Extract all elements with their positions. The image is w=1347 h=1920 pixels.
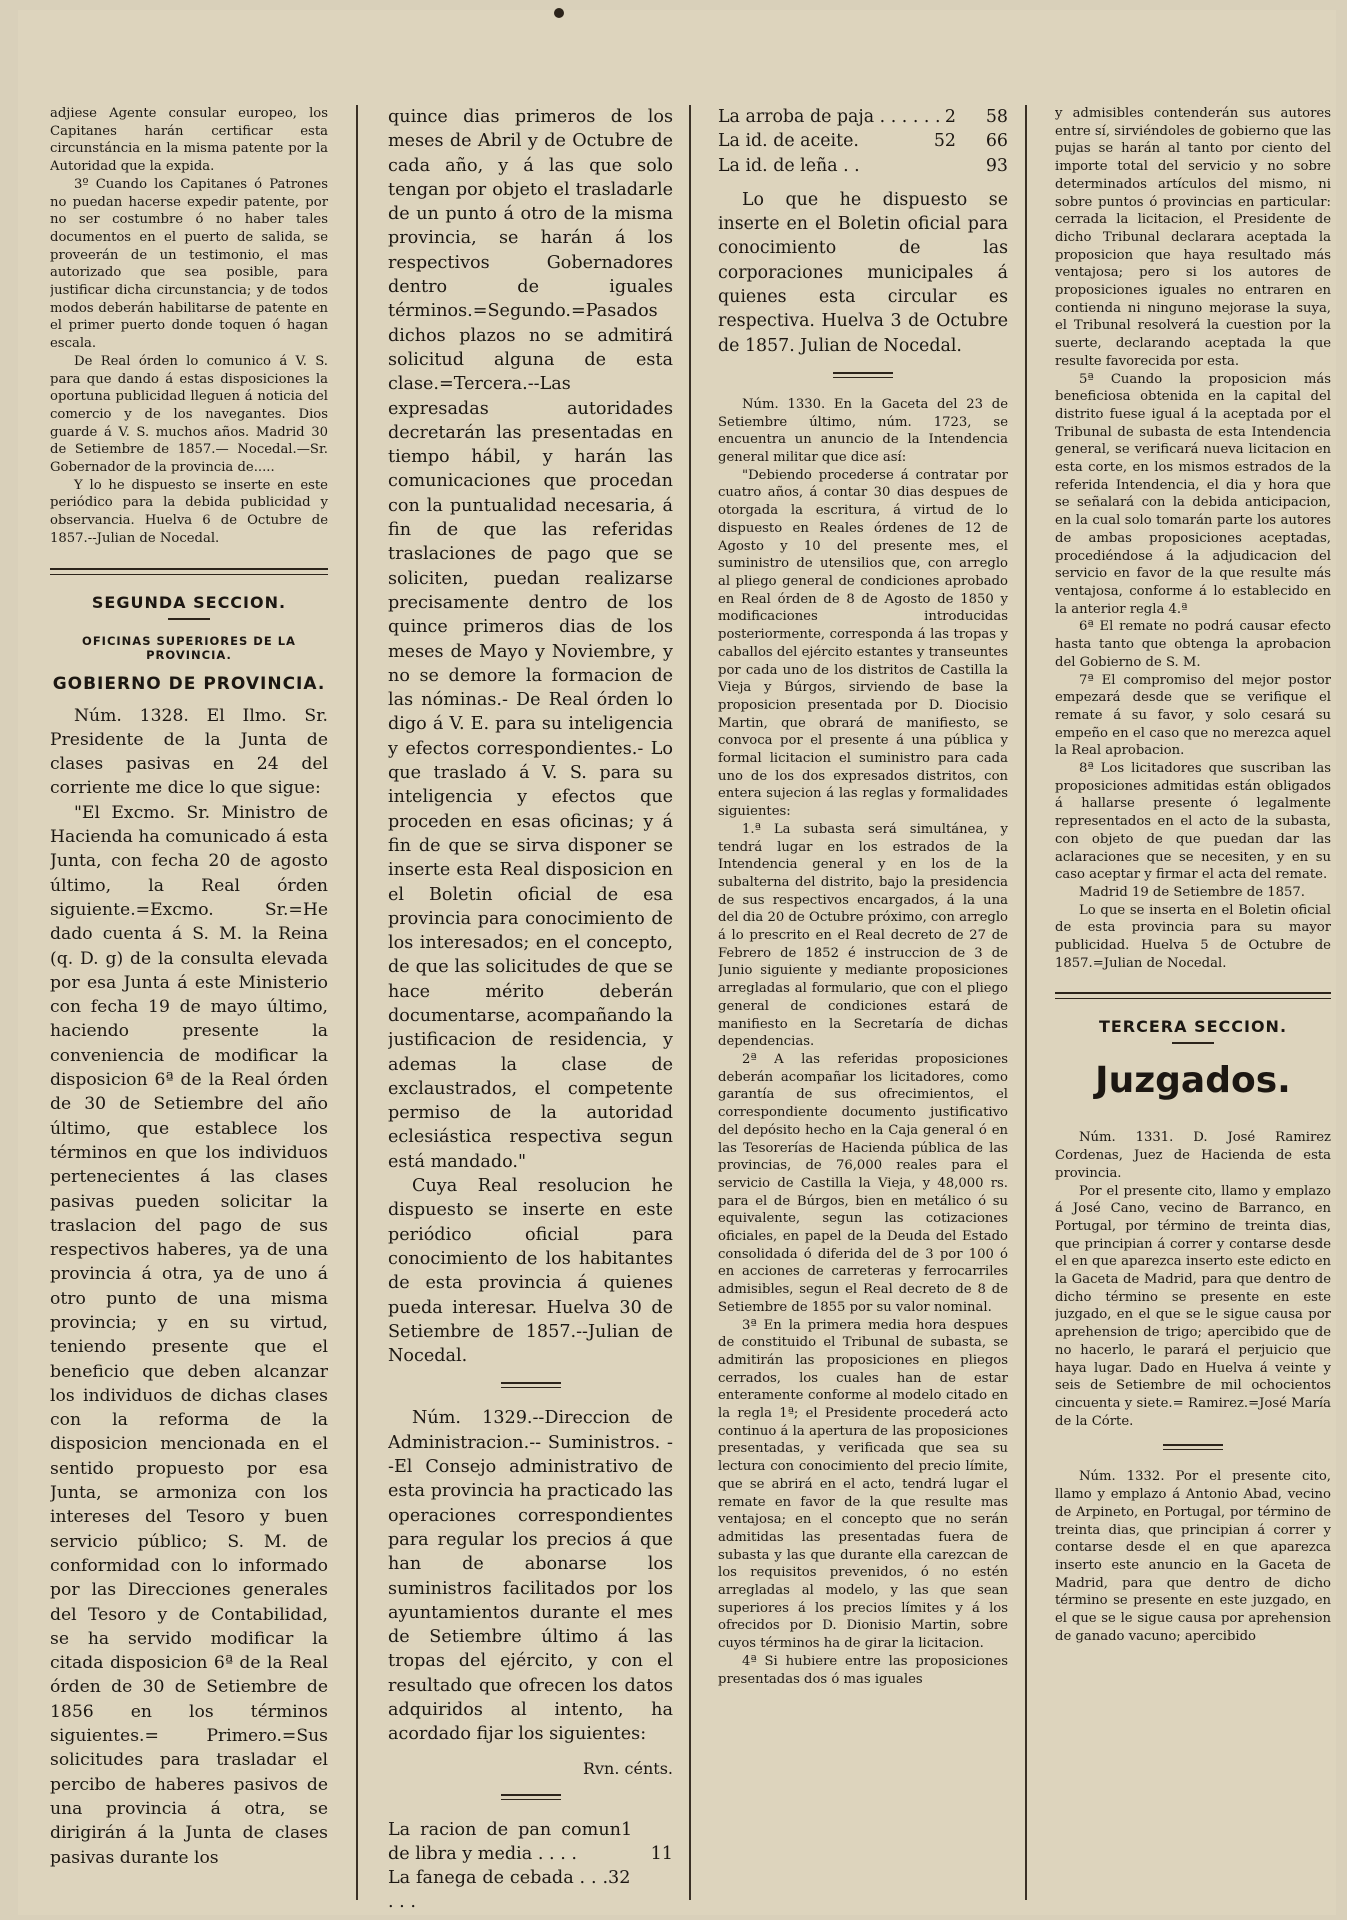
price-row: [388, 1818, 673, 1867]
paragraph: adjiese Agente consular europeo, los Capitanes harán certificar esta circunstáncia en la misma patente por la Autoridad que la expida.: [50, 106, 328, 175]
ink-spot: [554, 8, 564, 18]
price-row: [388, 1866, 673, 1915]
paragraph: 3ª En la primera media hora despues de constituido el Tribunal de subasta, se admitirán las proposiciones en pliegos cerrados, los cuales han de estar enteramente conforme al modelo citado en la regla 1ª; el Presidente procederá acto continuo á la apertura de las proposiciones presentadas, y verificada que sea su lectura con conocimiento del precio límite, que se abrirá en el acto, tendrá lugar el remate en favor de la que resulte mas ventajosa; en el concepto que no serán admitidas las presentadas fuera de subasta y las que durante ella carezcan de los requisitos prevenidos, ó no estén arregladas al modelo, y las que sean superiores á los precios límites y á los ofrecidos por D. Dionisio Martin, sobre cuyos términos ha de girar la licitacion.: [718, 1317, 1008, 1652]
paragraph: Núm. 1330. En la Gaceta del 23 de Setiembre último, núm. 1723, se encuentra un anuncio de la Intendencia general militar que dice así:: [718, 396, 1008, 466]
short-divider: [1172, 1042, 1214, 1044]
paragraph: y admisibles contenderán sus autores entre sí, sirviéndoles de gobierno que las pujas se harán al tanto por ciento del importe total del servicio y no sobre determinados artículos del mismo, ni sobre puntos ó provincias en particular: cerrada la licitacion, el Presidente de dicho Tribunal declarara aceptada la proposicion que haya resultado más ventajosa; pero si los autores de proposiciones iguales no entraren en contienda ni ninguno mejorase la suya, el Tribunal resolverá la cuestion por la suerte, declarando aceptada la que resulte favorecida por esta.: [1055, 106, 1331, 369]
paragraph: 4ª Si hubiere entre las proposiciones presentadas dos ó mas iguales: [718, 1653, 1008, 1687]
price-value: 32: [608, 1868, 631, 1889]
paragraph: Cuya Real resolucion he dispuesto se inserte en este periódico oficial para conocimiento de los habitantes de esta provincia á quienes pueda interesar. Huelva 30 de Setiembre de 1857.--Julian de Nocedal.: [388, 1176, 673, 1367]
paragraph: Núm. 1328. El Ilmo. Sr. Presidente de la Junta de clases pasivas en 24 del corriente me dice lo que sigue:: [50, 705, 328, 799]
paragraph: De Real órden lo comunico á V. S. para que dando á estas disposiciones la oportuna publicidad lleguen á noticia del comercio y de los navegantes. Dios guarde á V. S. muchos años. Madrid 30 de Setiembre de 1857.— Nocedal.—Sr. Gobernador de la provincia de.....: [50, 353, 328, 476]
column-rule: [1025, 105, 1027, 1900]
short-divider: [1163, 1444, 1223, 1450]
column-1: [50, 105, 328, 1870]
price-item: La fanega de cebada . . . . . .: [388, 1868, 609, 1913]
section-heading: TERCERA SECCION.: [1098, 1017, 1288, 1037]
paragraph: Núm. 1331. D. José Ramirez Cordenas, Juez de Hacienda de esta provincia.: [1055, 1130, 1331, 1181]
price-item: La racion de pan comun de libra y media . . . .: [388, 1819, 621, 1864]
column-4: [1055, 105, 1331, 1645]
short-divider: [168, 618, 210, 620]
newspaper-page: [18, 10, 1336, 1915]
price-item: La arroba de paja . . . . . .: [718, 107, 941, 127]
subsection-heading: OFICINAS SUPERIORES DE LA PROVINCIA.: [82, 633, 296, 662]
paragraph: Y lo he dispuesto se inserte en este periódico para la debida publicidad y observancia. Huelva 6 de Octubre de 1857.--Julian de Nocedal.: [50, 477, 328, 546]
price-cents: 66: [985, 131, 1008, 152]
juzgados-title: Juzgados.: [1095, 1060, 1291, 1102]
price-value: 52: [933, 131, 956, 152]
paragraph: Núm. 1332. Por el presente cito, llamo y emplazo á Antonio Abad, vecino de Arpineto, en Portugal, por término de treinta dias, que principian á correr y contarse desde el en que aparezca inserto este anuncio en la Gaceta de Madrid, para que dentro de dicho término se presente en este juzgado, en el que se le sigue causa por aprehension de ganado vacuno; apercibido: [1055, 1469, 1331, 1644]
currency-header: Rvn. cénts.: [582, 1758, 673, 1778]
price-value: 1: [621, 1819, 633, 1840]
short-divider: [833, 372, 893, 378]
paragraph: 8ª Los licitadores que suscriban las proposiciones admitidas están obligados á hallarse presente ó legalmente representados en el acto de la subasta, con objeto de que puedan dar las aclaraciones que se necesiten, y en su caso aceptar y firmar el acta del remate.: [1055, 761, 1331, 883]
short-divider: [501, 1382, 561, 1388]
paragraph: 1.ª La subasta será simultánea, y tendrá lugar en los estrados de la Intendencia general y en los de la subalterna del distrito, bajo la presidencia de sus respectivos encargados, á la una del dia 20 de Octubre próximo, con arreglo á lo prescrito en el Real decreto de 27 de Febrero de 1852 é instruccion de 3 de Junio siguiente y mediante proposiciones arregladas al formulario, que con el pliego general de condiciones estará de manifiesto en la Secretaría de dichas dependencias.: [718, 821, 1008, 1050]
paragraph: Lo que se inserta en el Boletin oficial de esta provincia para su mayor publicidad. Huelva 5 de Octubre de 1857.=Julian de Nocedal.: [1055, 902, 1331, 971]
price-value: 2: [944, 107, 956, 127]
short-divider: [501, 1794, 561, 1800]
price-cents: 58: [985, 107, 1008, 127]
price-row: [718, 105, 1008, 129]
price-row: [718, 129, 1008, 153]
paragraph: Por el presente cito, llamo y emplazo á José Cano, vecino de Barranco, en Portugal, por término de treinta dias, que principian á correr y contarse desde el en que aparezca inserto este edicto en la Gaceta de Madrid, para que dentro de dicho término se presente en este juzgado, en el que se le sigue causa por aprehension de trigo; apercibido que de no hacerlo, le parará el perjuicio que haya lugar. Dado en Huelva á veinte y seis de Setiembre de mil ochocientos cincuenta y siete.= Ramirez.=José María de la Córte.: [1055, 1183, 1331, 1429]
column-rule: [356, 105, 358, 1900]
price-cents: 93: [985, 155, 1008, 176]
price-item: La id. de aceite.: [718, 131, 859, 152]
column-3: [718, 105, 1008, 1688]
price-cents: 11: [650, 1843, 673, 1864]
paragraph: "Debiendo procederse á contratar por cuatro años, á contar 30 dias despues de otorgada la escritura, á virtud de lo dispuesto en Reales órdenes de 12 de Agosto y 10 del presente mes, el suministro de utensilios que, con arreglo al pliego general de condiciones aprobado en Real órden de 8 de Agosto de 1850 y modificaciones introducidas posteriormente, corresponda á las tropas y caballos del ejército estantes y transeuntes por cada uno de los distritos de Castilla la Vieja y Búrgos, sirviendo de base la proposicion presentada por D. Diocisio Martin, que obrará de manifiesto, se convoca por el presente á una pública y formal licitacion el suministro para cada uno de los dos expresados distritos, con entera sujecion á las reglas y formalidades siguientes:: [718, 467, 1008, 820]
price-row: [718, 154, 1008, 178]
section-heading: SEGUNDA SECCION.: [91, 592, 287, 612]
column-rule: [689, 105, 691, 1900]
paragraph: 2ª A las referidas proposiciones deberán acompañar los licitadores, como garantía de sus ofrecimientos, el correspondiente documento justificativo del depósito hecho en la Caja general ó en las Tesorerías de Hacienda pública de las provincias, de 76,000 reales para el servicio de Castilla la Vieja, y 48,000 rs. para el de Búrgos, bien en metálico ó su equivalente, segun las cotizaciones oficiales, en papel de la Deuda del Estado consolidada ó diferida del de 3 por 100 ó en acciones de carreteras y ferrocarriles admisibles, segun el Real decreto de 8 de Setiembre de 1855 por su valor nominal.: [718, 1051, 1008, 1315]
paragraph: "El Excmo. Sr. Ministro de Hacienda ha comunicado á esta Junta, con fecha 20 de agosto último, la Real órden siguiente.=Excmo. Sr.=He dado cuenta á S. M. la Reina (q. D. g) de la consulta elevada por esa Junta á este Ministerio con fecha 19 de mayo último, haciendo presente la conveniencia de modificar la disposicion 6ª de la Real órden de 30 de Setiembre del año último, que establece los términos en que los individuos pertenecientes á las clases pasivas pueden solicitar la traslacion del pago de sus respectivos haberes, ya de una provincia á otra, ya de uno á otro punto de una misma provincia; y en su virtud, teniendo presente que el beneficio que deben alcanzar los individuos de dichas clases con la reforma de la disposicion mencionada en el sentido propuesto por esa Junta, se armoniza con los intereses del Tesoro y buen servicio público; S. M. de conformidad con lo informado por las Direcciones generales del Tesoro y de Contabilidad, se ha servido modificar la citada disposicion 6ª de la Real órden de 30 de Setiembre de 1856 en los términos siguientes.= Primero.=Sus solicitudes para trasladar el percibo de haberes pasivos de una provincia á otra, se dirigirán á la Junta de clases pasivas durante los: [50, 802, 328, 1868]
column-2: [388, 105, 673, 1915]
section-divider: [50, 568, 328, 575]
section-divider: [1055, 992, 1331, 999]
paragraph: Núm. 1329.--Direccion de Administracion.-- Suministros. --El Consejo administrativo de esta provincia ha practicado las operaciones correspondientes para regular los precios á que han de abonarse los suministros facilitados por los ayuntamientos durante el mes de Setiembre último á las tropas del ejército, y con el resultado que ofrecen los datos adquiridos al intento, ha acordado fijar los siguientes:: [388, 1408, 673, 1745]
paragraph: Lo que he dispuesto se inserte en el Boletin oficial para conocimiento de las corporaciones municipales á quienes esta circular es respectiva. Huelva 3 de Octubre de 1857. Julian de Nocedal.: [718, 189, 1008, 356]
paragraph: 5ª Cuando la proposicion más beneficiosa obtenida en la capital del distrito fuese igual á la aceptada por el Tribunal de subasta de esta Intendencia general, se verificará nueva licitacion en esta corte, en los mismos estrados de la referida Intendencia, el dia y hora que se señalará con la debida anticipacion, en la cual solo tomarán parte los autores de ambas proposiciones aceptadas, procediéndose á la adjudicacion del servicio en favor de la que resulte más ventajosa, conforme á lo establecido en la anterior regla 4.ª: [1055, 371, 1331, 617]
paragraph: Madrid 19 de Setiembre de 1857.: [1079, 884, 1305, 900]
paragraph: 3º Cuando los Capitanes ó Patrones no puedan hacerse expedir patente, por no ser costumbre ó no haber tales documentos en el puerto de salida, se proveerán de un testimonio, el mas autorizado que sea posible, para justificar dicha circunstancia; y de todos modos deberán habilitarse de patente en el primer puerto donde toquen ó hagan escala.: [50, 176, 328, 352]
paragraph: quince dias primeros de los meses de Abril y de Octubre de cada año, y á las que solo tengan por objeto el trasladarle de un punto á otro de la misma provincia, se harán á los respectivos Gobernadores dentro de iguales términos.=Segundo.=Pasados dichos plazos no se admitirá solicitud alguna de esta clase.=Tercera.--Las expresadas autoridades decretarán las presentadas en tiempo hábil, y harán las comunicaciones que procedan con la puntualidad necesaria, á fin de que las referidas traslaciones de pago que se soliciten, puedan realizarse precisamente dentro de los quince primeros dias de los meses de Mayo y Noviembre, y no se demore la formacion de las nóminas.- De Real órden lo digo á V. E. para su inteligencia y efectos correspondientes.- Lo que traslado á V. S. para su inteligencia y efectos que proceden en esas oficinas; y á fin de que se sirva disponer se inserte esta Real disposicion en el Boletin oficial de esa provincia para conocimiento de los interesados; en el concepto, de que las solicitudes de que se hace mérito deberán documentarse, acompañando la justificacion de residencia, y ademas la clase de exclaustrados, el competente permiso de la autoridad eclesiástica respectiva segun está mandado.": [388, 107, 673, 1172]
price-item: La id. de leña . .: [718, 155, 860, 176]
government-heading: GOBIERNO DE PROVINCIA.: [52, 673, 326, 694]
paragraph: 7ª El compromiso del mejor postor empezará desde que se verifique el remate á su favor, y solo cesará su empeño en el caso que no merezca aquel la Real aprobacion.: [1055, 672, 1331, 759]
paragraph: 6ª El remate no podrá causar efecto hasta tanto que obtenga la aprobacion del Gobierno de S. M.: [1055, 619, 1331, 670]
